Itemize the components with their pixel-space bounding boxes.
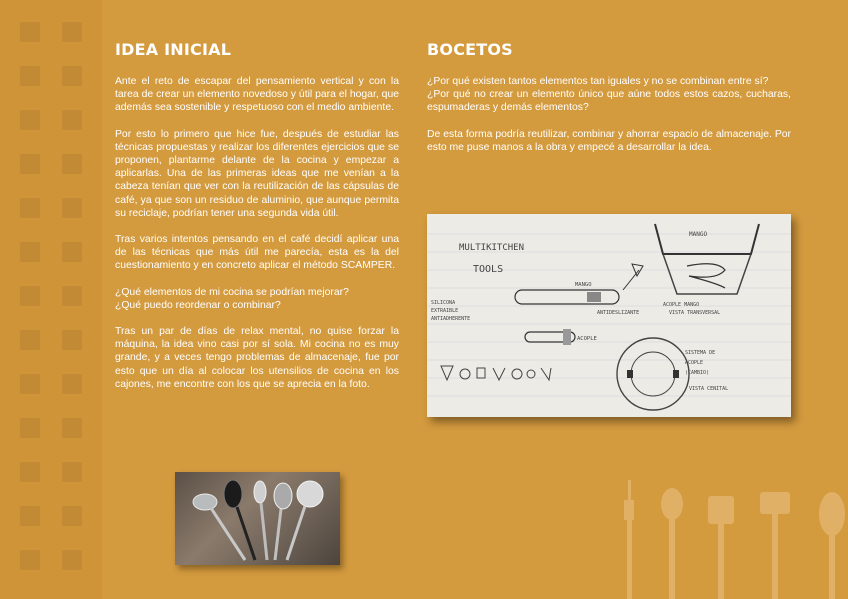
paragraph: De esta forma podría reutilizar, combinar y ahorrar espacio de almacenaje. Por esto me puse manos a la obra y empecé a desarrollar la idea. xyxy=(427,128,791,153)
paragraph: Por esto lo primero que hice fue, después de estudiar las técnicas propuestas y realizar los diferentes ejercicios que se proponen, plantarme delante de la cocina y empezar a aplicarlas. Una de las primeras ideas que me venían a la cabeza tenían que ver con la reutilización de las cápsulas de café, ya que son un residuo de aluminio, que aunque permita su reciclaje, podrían tener una segunda vida útil. xyxy=(115,128,399,219)
decorative-square xyxy=(20,22,40,42)
sketch-title-1: MULTIKITCHEN xyxy=(459,243,525,253)
decorative-square xyxy=(20,198,40,218)
sketch-label: MANGO xyxy=(689,231,708,238)
sketch-label: SISTEMA DE xyxy=(685,350,716,356)
question: ¿Por qué no crear un elemento único que aúne todos estos cazos, cucharas, espumaderas y demás elementos? xyxy=(427,89,791,114)
sketch-label: ACOPLE MANGO xyxy=(663,302,700,308)
decorative-square xyxy=(62,462,82,482)
decorative-square xyxy=(20,286,40,306)
decorative-square xyxy=(20,242,40,262)
decorative-square xyxy=(62,198,82,218)
sketch-label: (CAMBIO) xyxy=(685,370,710,376)
sketch-label: ACOPLE xyxy=(577,336,597,342)
left-column xyxy=(115,40,399,404)
sketch-label: VISTA CENITAL xyxy=(689,386,729,392)
decorative-square xyxy=(20,374,40,394)
decorative-square xyxy=(62,330,82,350)
sketch-label: ANTIDESLIZANTE xyxy=(597,310,640,316)
right-section-title: BOCETOS xyxy=(427,40,513,59)
decorative-square xyxy=(62,242,82,262)
decorative-square xyxy=(62,110,82,130)
utensils-photo xyxy=(175,472,340,565)
decorative-square xyxy=(62,418,82,438)
left-section-title: IDEA INICIAL xyxy=(115,40,232,59)
sketch-label: ACOPLE xyxy=(685,360,704,366)
sketch-label: VISTA TRANSVERSAL xyxy=(669,310,721,316)
utensils-silhouette-icon xyxy=(610,470,848,599)
decorative-square xyxy=(20,550,40,570)
decorative-square xyxy=(20,154,40,174)
sketch-label: EXTRAIBLE xyxy=(431,308,459,314)
decorative-square xyxy=(20,506,40,526)
paragraph: Tras varios intentos pensando en el café decidí aplicar una de las técnicas que más útil me parecía, esta es la del cuestionamiento y en concreto aplicar el método SCAMPER. xyxy=(115,234,399,272)
sketch-label: ANTIADHERENTE xyxy=(431,316,471,322)
question: ¿Por qué existen tantos elementos tan iguales y no se combinan entre sí? xyxy=(427,76,769,87)
sketch-label: MANGO xyxy=(575,282,592,288)
question: ¿Qué elementos de mi cocina se podrían mejorar? xyxy=(115,286,349,298)
paragraph: Tras un par de días de relax mental, no quise forzar la máquina, la idea vino casi por sí sola. Mi cocina no es muy grande, y a veces tengo problemas de almacenaje, fue por esto que un día al colocar los utensilios de cocina en los cajones, me encontre con los que se aprecia en la foto. xyxy=(115,326,399,390)
decorative-square xyxy=(20,66,40,86)
decorative-square xyxy=(62,374,82,394)
decorative-square xyxy=(20,110,40,130)
decorative-strip xyxy=(0,0,102,599)
sketch-image xyxy=(427,214,791,417)
decorative-square xyxy=(62,286,82,306)
decorative-square xyxy=(20,418,40,438)
right-column xyxy=(427,40,791,167)
decorative-square xyxy=(20,330,40,350)
sketch-label: SILICONA xyxy=(431,300,456,306)
decorative-square xyxy=(62,550,82,570)
decorative-square xyxy=(62,66,82,86)
question: ¿Qué puedo reordenar o combinar? xyxy=(115,299,281,311)
sketch-title-2: TOOLS xyxy=(473,264,504,275)
decorative-square xyxy=(20,462,40,482)
decorative-square xyxy=(62,506,82,526)
decorative-square xyxy=(62,22,82,42)
paragraph: Ante el reto de escapar del pensamiento vertical y con la tarea de crear un elemento novedoso y útil para el hogar, que además sea sostenible y respetuoso con el medio ambiente. xyxy=(115,76,399,114)
decorative-square xyxy=(62,154,82,174)
